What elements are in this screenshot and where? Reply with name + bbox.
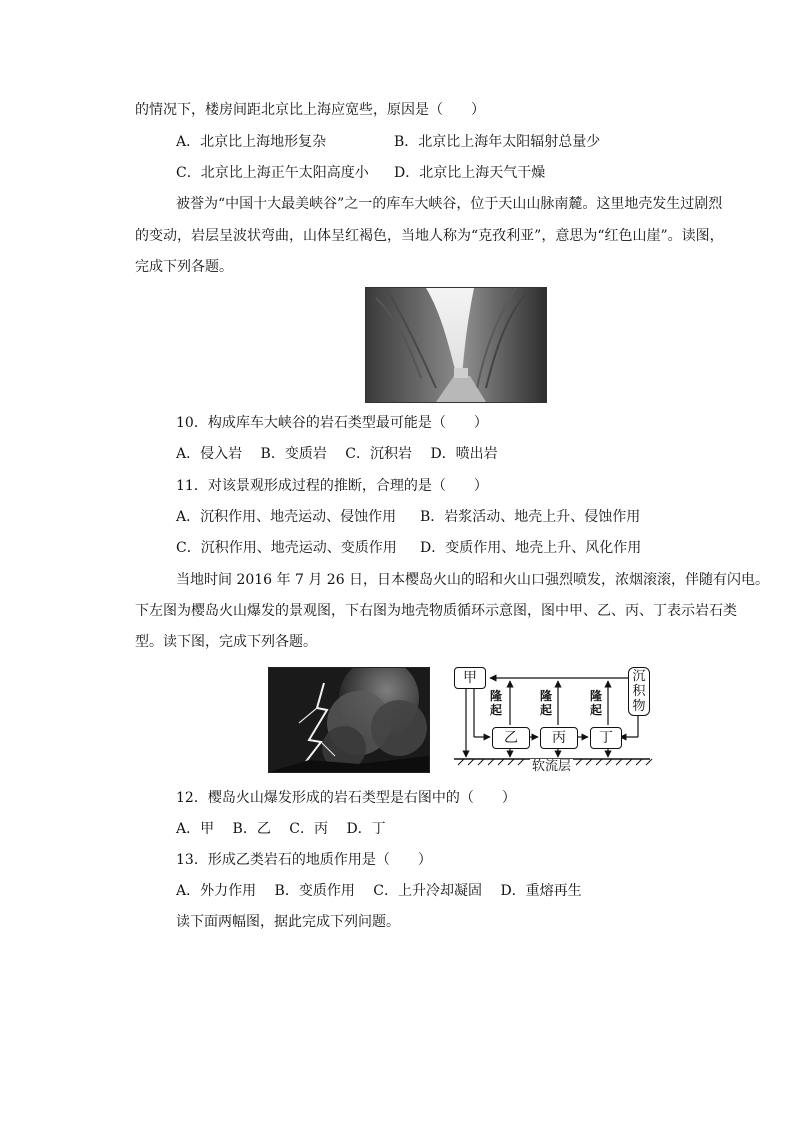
q10-stem: 10．构成库车大峡谷的岩石类型最可能是（ ） <box>176 415 488 431</box>
uplift-label-2-char-2: 起 <box>540 703 553 717</box>
rock-ding-box: 丁 <box>590 727 622 749</box>
rock-bing-box: 丙 <box>540 727 578 749</box>
q11-option-b: B．岩浆活动、地壳上升、侵蚀作用 <box>420 509 641 525</box>
uplift-label-2-char-1: 隆 <box>540 689 553 703</box>
soft-layer-label: 软流层 <box>532 759 572 774</box>
canyon-photo <box>365 287 547 403</box>
rock-cycle-diagram <box>450 665 656 777</box>
uplift-label-1-char-2: 起 <box>490 703 503 717</box>
uplift-label-3 <box>590 689 602 717</box>
q9-option-d: D．北京比上海天气干燥 <box>394 165 546 181</box>
q9-option-b: B．北京比上海年太阳辐射总量少 <box>394 134 601 150</box>
q13-stem: 13．形成乙类岩石的地质作用是（ ） <box>176 852 432 868</box>
q12-stem: 12．樱岛火山爆发形成的岩石类型是右图中的（ ） <box>176 790 516 806</box>
rock-jia-box: 甲 <box>454 667 486 689</box>
q11-option-a: A．沉积作用、地壳运动、侵蚀作用 <box>176 509 397 525</box>
q10-options: A．侵入岩 B．变质岩 C．沉积岩 D．喷出岩 <box>176 446 498 462</box>
uplift-label-3-char-1: 隆 <box>590 689 603 703</box>
canyon-photo-image <box>366 288 546 402</box>
sediment-box <box>628 667 650 716</box>
volcano-photo-image <box>269 668 429 772</box>
q9-option-a: A．北京比上海地形复杂 <box>176 134 327 150</box>
volcano-passage-line-3: 型。读下图，完成下列各题。 <box>135 634 317 650</box>
uplift-label-1-char-1: 隆 <box>490 689 503 703</box>
q13-options: A．外力作用 B．变质作用 C．上升冷却凝固 D．重熔再生 <box>176 883 582 899</box>
kuqa-passage-line-1: 被誉为“中国十大最美峡谷”之一的库车大峡谷，位于天山山脉南麓。这里地壳发生过剧烈 <box>176 196 723 212</box>
kuqa-passage-line-2: 的变动，岩层呈波状弯曲，山体呈红褐色，当地人称为“克孜利亚”，意思为“红色山崖”。读图， <box>135 228 724 244</box>
volcano-passage-line-2: 下左图为樱岛火山爆发的景观图，下右图为地壳物质循环示意图，图中甲、乙、丙、丁表示岩石类 <box>135 603 737 619</box>
kuqa-passage-line-3: 完成下列各题。 <box>135 259 233 275</box>
volcano-photo <box>268 667 430 773</box>
volcano-passage-line-1: 当地时间 2016 年 7 月 26 日，日本樱岛火山的昭和火山口强烈喷发，浓烟滚滚，伴随有闪电。 <box>176 572 770 588</box>
sediment-char-2: 积 <box>632 684 646 699</box>
sediment-char-1: 沉 <box>632 669 646 684</box>
sediment-char-3: 物 <box>632 699 646 714</box>
q12-options: A．甲 B．乙 C．丙 D．丁 <box>176 821 386 837</box>
q11-stem: 11．对该景观形成过程的推断，合理的是（ ） <box>176 478 488 494</box>
intro-line: 的情况下，楼房间距北京比上海应宽些，原因是（ ） <box>135 102 485 118</box>
uplift-label-2 <box>540 689 552 717</box>
rock-yi-box: 乙 <box>492 727 530 749</box>
uplift-label-3-char-2: 起 <box>590 703 603 717</box>
closing-line: 读下面两幅图，据此完成下列问题。 <box>176 914 400 930</box>
q11-option-c: C．沉积作用、地壳运动、变质作用 <box>176 540 397 556</box>
uplift-label-1 <box>490 689 502 717</box>
q9-option-c: C．北京比上海正午太阳高度小 <box>176 165 369 181</box>
q11-option-d: D．变质作用、地壳上升、风化作用 <box>420 540 642 556</box>
